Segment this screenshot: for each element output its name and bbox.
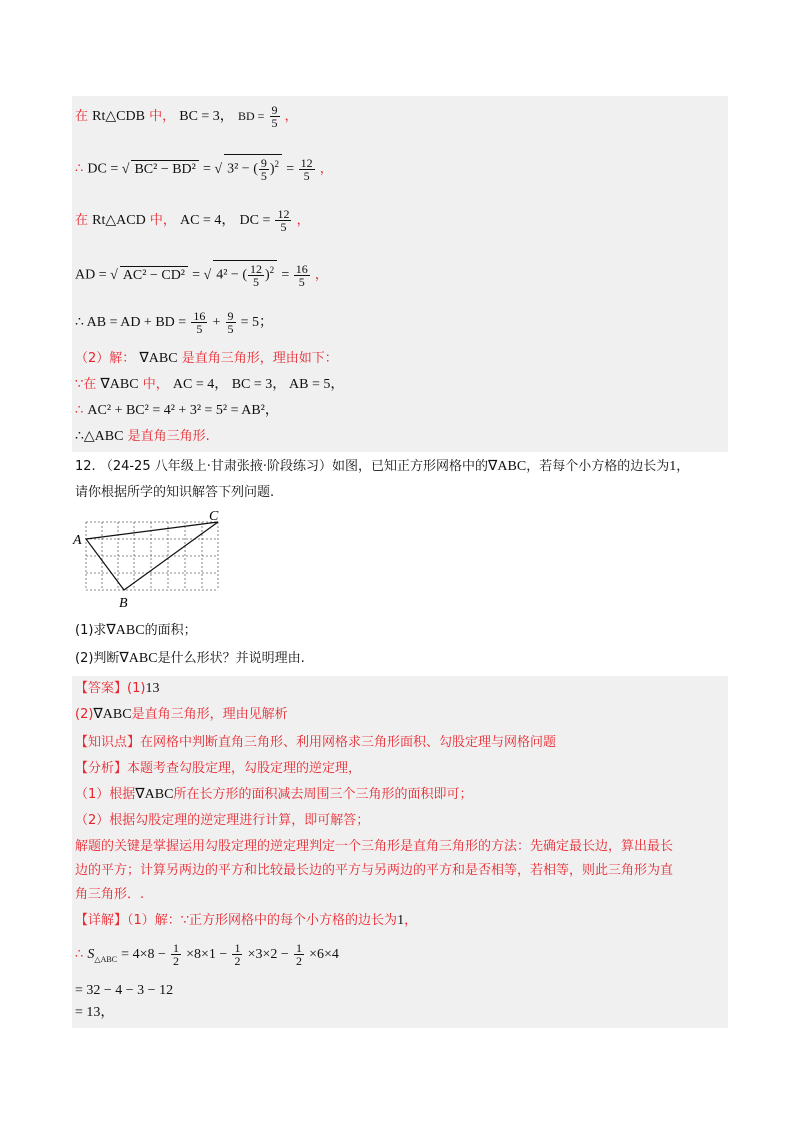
dc-result — [299, 157, 315, 182]
solution-line-9 — [75, 428, 210, 446]
answer-part-1: (1) — [127, 681, 146, 696]
label-b: B — [119, 596, 128, 611]
frac-den: 2 — [234, 954, 241, 968]
therefore-symbol: ∴ — [75, 947, 84, 962]
area-line-3 — [75, 1004, 114, 1022]
frac-num: 1 — [173, 941, 179, 955]
because-text: ∵在 — [75, 377, 97, 392]
frac-num: 1 — [234, 941, 241, 955]
triangle-acd: Rt△ACD — [92, 213, 146, 228]
frac-num: 12 — [250, 261, 262, 276]
analysis-line-1 — [75, 786, 472, 804]
frac-den: 5 — [227, 322, 234, 336]
side-values: AC = 4， BC = 3， AB = 5， — [172, 377, 345, 392]
solution-line-7 — [75, 376, 344, 394]
half-fraction — [294, 942, 304, 967]
question-source: （24-25 八年级上·甘肃张掖·阶段练习） — [99, 459, 333, 474]
area-term: ×3×2 − — [247, 947, 289, 962]
frac-den: 5 — [298, 274, 305, 289]
frac-den: 5 — [280, 220, 287, 234]
plus: + — [212, 315, 221, 330]
half-fraction — [171, 942, 181, 967]
comma: ， — [676, 459, 690, 474]
mid-text: 中， — [149, 109, 176, 124]
knowledge-text: 在网格中判断直角三角形、利用网格求三角形面积、勾股定理与网格问题 — [140, 735, 557, 750]
frac-num: 16 — [193, 309, 206, 323]
comma: ， — [284, 109, 298, 124]
triangle-cdb: Rt△CDB — [92, 109, 145, 124]
detail-text: （1）解：∵正方形网格中的每个小方格的边长为 — [127, 913, 398, 928]
solution-line-3 — [75, 208, 310, 233]
sub-text: 的面积； — [144, 623, 197, 638]
half-fraction — [232, 942, 242, 967]
solution-line-8 — [75, 402, 279, 420]
ac-value: AC = 4， — [180, 213, 236, 228]
ad-result — [294, 263, 310, 288]
bd-fraction — [270, 104, 280, 129]
comma: ， — [319, 161, 333, 177]
answer-line-2 — [75, 706, 288, 724]
key-line-1 — [75, 838, 673, 856]
analysis-label: 【分析】 — [75, 761, 128, 776]
key-text: 角三角形．. — [75, 887, 145, 902]
triangle-abc: ∇ABC — [100, 377, 139, 392]
area-symbol: S — [87, 947, 95, 962]
key-line-3 — [75, 886, 144, 904]
area-subscript: △ABC — [94, 954, 118, 964]
comma: ， — [404, 913, 418, 928]
frac-num: 9 — [271, 103, 278, 117]
in-text: 中， — [142, 377, 169, 392]
ad-lhs: AD = — [75, 267, 111, 283]
key-text: 解题的关键是掌握运用勾股定理的逆定理判定一个三角形是直角三角形的方法：先确定最长边，算出最长 — [75, 839, 674, 854]
label-c: C — [209, 509, 219, 524]
solution-line-1 — [75, 104, 298, 129]
fraction-9-5 — [226, 310, 236, 335]
figure-svg — [70, 508, 240, 612]
dc-lhs: DC = — [87, 161, 122, 177]
area-expr: = 4×8 − — [121, 947, 166, 962]
knowledge-point-line — [75, 734, 556, 752]
frac-den: 5 — [271, 116, 278, 130]
solution-line-5 — [75, 310, 273, 335]
mid-text: 中， — [149, 213, 176, 228]
area-term: ×8×1 − — [186, 947, 228, 962]
question-number: 12. — [75, 459, 96, 474]
triangle-abc: ∇ABC — [139, 351, 178, 366]
knowledge-label: 【知识点】 — [75, 735, 141, 750]
frac-num: 12 — [300, 155, 313, 170]
area-result: = 13， — [75, 1005, 115, 1020]
question-line-2 — [75, 484, 274, 502]
conclusion-triangle: ∴△ABC — [75, 429, 124, 444]
answer-label: 【答案】 — [75, 681, 128, 696]
frac-den: 2 — [173, 954, 179, 968]
side-length: 1 — [397, 913, 405, 928]
equals: = — [203, 161, 215, 177]
area-line-2 — [75, 982, 173, 1000]
dc-fraction — [275, 208, 291, 233]
question-line-1 — [75, 458, 689, 476]
question-text: 如图，已知正方形网格中的 — [332, 459, 489, 474]
analysis-text: 本题考查勾股定理，勾股定理的逆定理， — [127, 761, 362, 776]
frac-num: 16 — [295, 261, 308, 276]
answer-line-1 — [75, 680, 159, 698]
sub-prefix: (1)求 — [75, 623, 107, 638]
frac-num: 9 — [227, 309, 234, 323]
sqrt-expr: BC² − BD² — [131, 160, 198, 179]
label-a: A — [73, 533, 82, 548]
answer-part-2: (2) — [75, 707, 94, 722]
ab-result: = 5； — [240, 315, 274, 330]
triangle-abc: ∇ABC — [93, 707, 132, 722]
conclusion-text: 是直角三角形. — [127, 429, 210, 444]
ab-expression: ∴ AB = AD + BD = — [75, 315, 187, 330]
key-line-2 — [75, 862, 673, 880]
question-text: ，若每个小方格的边长为 — [526, 459, 670, 474]
analysis-line-2 — [75, 812, 369, 830]
detail-line — [75, 912, 417, 930]
grid-lines — [86, 522, 218, 590]
comma: ， — [314, 267, 328, 283]
triangle-abc: ∇ABC — [106, 623, 145, 638]
analysis-text: （2）根据勾股定理的逆定理进行计算，即可解答； — [75, 813, 370, 828]
bd-lhs: BD = — [237, 109, 265, 123]
detail-label: 【详解】 — [75, 913, 128, 928]
sqrt-part: 4² − — [216, 267, 239, 283]
area-step: = 32 − 4 − 3 − 12 — [75, 983, 174, 998]
pythagorean-check: AC² + BC² = 4² + 3² = 5² = AB²， — [87, 403, 279, 418]
sqrt-expr: AC² − CD² — [120, 266, 188, 285]
side-length: 1 — [669, 459, 677, 474]
subquestion-2 — [75, 650, 305, 668]
comma: ， — [296, 213, 310, 228]
part2-statement: 是直角三角形，理由如下： — [181, 351, 338, 366]
frac-den: 5 — [260, 168, 267, 183]
triangle-abc: ∇ABC — [488, 459, 527, 474]
prefix-text: 在 — [75, 213, 89, 228]
sqrt-part: 3² − — [227, 161, 250, 177]
frac-den: 2 — [295, 954, 302, 968]
fraction-16-5 — [191, 310, 207, 335]
area-line-1 — [75, 942, 339, 969]
frac-den: 5 — [196, 322, 203, 336]
prefix-text: 在 — [75, 109, 89, 124]
analysis-line — [75, 760, 361, 778]
analysis-prefix: （1）根据 — [75, 787, 136, 802]
answer-value: 13 — [145, 681, 160, 696]
key-text: 边的平方；计算另两边的平方和比较最长边的平方与另两边的平方和是否相等，若相等，则此三角形为直 — [75, 863, 674, 878]
subquestion-1 — [75, 622, 197, 640]
solution-line-6 — [75, 350, 338, 368]
frac-num: 9 — [260, 155, 267, 170]
sub-prefix: (2)判断 — [75, 651, 120, 666]
therefore-symbol: ∴ — [75, 403, 84, 418]
area-term: ×6×4 — [309, 947, 339, 962]
solution-line-4: AD = √ AC² − CD² = √ 4² − ( $\frac{12}{5}$ )$^2$ = $\frac{16}{5}$ ， — [75, 261, 328, 289]
answer-text: 是直角三角形，理由见解析 — [131, 707, 288, 722]
part2-label: （2）解： — [75, 351, 136, 366]
grid-triangle-figure — [70, 508, 240, 612]
triangle-abc: ∇ABC — [135, 787, 174, 802]
frac-den: 5 — [253, 274, 259, 289]
sub-text: 是什么形状？并说明理由. — [157, 651, 305, 666]
frac-den: 5 — [303, 168, 310, 183]
triangle-abc: ∇ABC — [119, 651, 158, 666]
analysis-text: 所在长方形的面积减去周围三个三角形的面积即可； — [173, 787, 473, 802]
frac-num: 12 — [277, 207, 290, 221]
therefore-symbol: ∴ — [75, 161, 84, 177]
dc-lhs: DC = — [239, 213, 271, 228]
bc-value: BC = 3， — [179, 109, 234, 124]
solution-line-2: ∴ DC = √ BC² − BD² = √ 3² − ( $\frac{9}{5}$ )$^2$ = $\frac{12}{5}$ ， — [75, 155, 333, 183]
question-text: 请你根据所学的知识解答下列问题. — [75, 485, 275, 500]
frac-num: 1 — [295, 941, 302, 955]
